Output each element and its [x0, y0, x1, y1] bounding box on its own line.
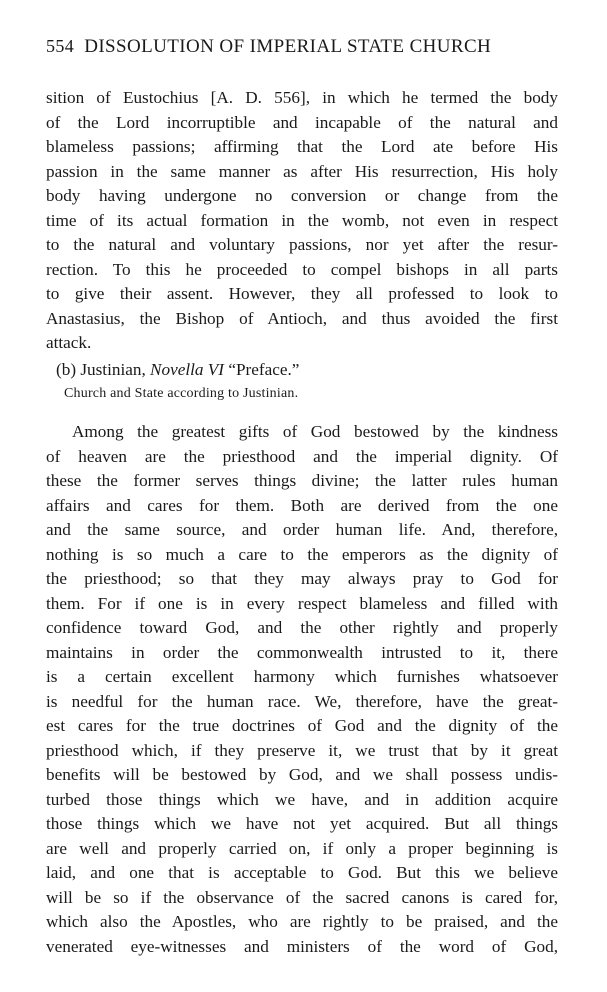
text-line: nothing is so much a care to the emperors as the dignity of: [46, 544, 558, 564]
text-line: sition of Eustochius [A. D. 556], in which he termed the body: [46, 88, 558, 107]
paragraph-continued: [46, 86, 558, 356]
text-line: Among the greatest gifts of God bestowed by the kindness: [72, 422, 558, 441]
text-line: them. For if one is in every respect blameless and filled with: [46, 593, 558, 613]
text-line: is a certain excellent harmony which furnishes whatsoever: [46, 667, 558, 686]
text-line: which also the Apostles, who are rightly to be praised, and the: [46, 912, 558, 931]
text-line: of the Lord incorruptible and incapable of the natural and: [46, 112, 558, 132]
page-number: 554: [46, 36, 75, 56]
text-line: the priesthood; so that they may always pray to God for: [46, 569, 558, 588]
text-line: blameless passions; affirming that the Lord ate before His: [46, 137, 558, 156]
text-line: to give their assent. However, they all professed to look to: [46, 284, 558, 303]
text-line: are well and properly carried on, if only a proper beginning is: [46, 838, 558, 858]
text-line: priesthood which, if they preserve it, we trust that by it great: [46, 740, 558, 760]
text-line: and the same source, and order human life. And, therefore,: [46, 520, 558, 539]
text-line: rection. To this he proceeded to compel bishops in all parts: [46, 259, 558, 279]
text-line: est cares for the true doctrines of God and the dignity of the: [46, 716, 558, 735]
text-line: time of its actual formation in the womb, not even in respect: [46, 210, 558, 230]
text-line: maintains in order the commonwealth intrusted to it, there: [46, 642, 558, 662]
text-line: laid, and one that is acceptable to God. But this we believe: [46, 863, 558, 882]
section-work-title: Novella VI: [150, 359, 225, 379]
section-title-suffix: “Preface.”: [224, 359, 300, 379]
text-line: affairs and cares for them. Both are derived from the one: [46, 495, 558, 515]
text-line: benefits will be bestowed by God, and we shall possess undis-: [46, 765, 558, 784]
text-line: confidence toward God, and the other rightly and properly: [46, 618, 558, 637]
running-head: DISSOLUTION OF IMPERIAL STATE CHURCH: [84, 36, 492, 57]
paragraph-main: [46, 420, 558, 959]
text-line: of heaven are the priesthood and the imperial dignity. Of: [46, 446, 558, 466]
book-page: [46, 36, 558, 959]
text-line: passion in the same manner as after His resurrection, His holy: [46, 161, 558, 181]
section-heading: [46, 358, 558, 383]
section-label: (b) Justinian,: [56, 359, 146, 379]
text-line: is needful for the human race. We, therefore, have the great-: [46, 691, 558, 711]
text-line: attack.: [46, 333, 92, 352]
text-line: body having undergone no conversion or change from the: [46, 186, 558, 205]
text-line: turbed those things which we have, and in addition acquire: [46, 789, 558, 809]
text-line: to the natural and voluntary passions, nor yet after the resur-: [46, 235, 558, 254]
text-line: venerated eye-witnesses and ministers of the word of God,: [46, 936, 558, 956]
text-line: these the former serves things divine; the latter rules human: [46, 471, 558, 490]
section-caption: Church and State according to Justinian.: [64, 386, 299, 401]
text-line: Anastasius, the Bishop of Antioch, and thus avoided the first: [46, 308, 558, 328]
page-header: [46, 36, 558, 64]
text-line: those things which we have not yet acquired. But all things: [46, 814, 558, 833]
text-line: will be so if the observance of the sacred canons is cared for,: [46, 887, 558, 907]
